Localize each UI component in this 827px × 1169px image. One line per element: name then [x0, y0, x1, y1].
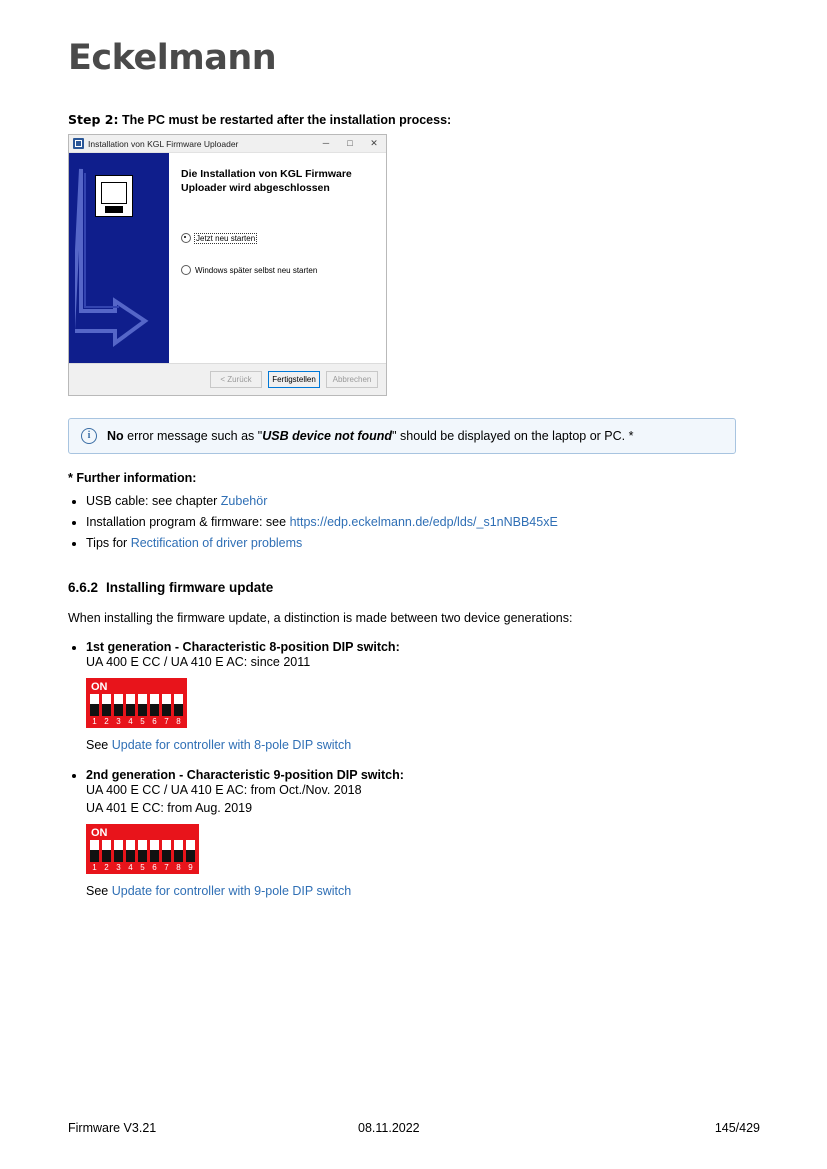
dip-number: 7 [164, 863, 169, 872]
dip-switch [150, 694, 159, 716]
dip-number: 8 [176, 717, 181, 726]
finish-button[interactable]: Fertigstellen [268, 371, 320, 388]
see-reference [86, 738, 760, 752]
link-update-9-pole[interactable]: Update for controller with 9-pole DIP switch [111, 884, 352, 898]
dip-switch [174, 840, 183, 862]
dip-switch [90, 694, 99, 716]
dip-switch [186, 840, 195, 862]
installer-window-title: Installation von KGL Firmware Uploader [88, 138, 239, 149]
radio-icon[interactable] [181, 265, 191, 275]
installer-banner [69, 153, 169, 363]
footer-firmware-version: Firmware V3.21 [68, 1121, 157, 1135]
list-item [86, 513, 760, 531]
generation-list [68, 640, 760, 899]
further-information-title: * Further information: [68, 471, 197, 485]
dip-number: 6 [152, 717, 157, 726]
dip-switch-9-position-image [86, 824, 199, 874]
dip-switch [90, 840, 99, 862]
section-intro-paragraph: When installing the firmware update, a distinction is made between two device generations: [68, 611, 573, 626]
installer-window-screenshot [68, 134, 387, 396]
list-item-text: USB cable: see chapter [86, 494, 221, 508]
generation-subline: UA 401 E CC: from Aug. 2019 [86, 800, 253, 815]
dip-number: 3 [116, 863, 121, 872]
dip-switch [126, 840, 135, 862]
dip-number: 5 [140, 717, 145, 726]
installer-body [69, 153, 386, 363]
dip-number-row [90, 717, 183, 726]
installer-heading: Die Installation von KGL Firmware Uploader wird abgeschlossen [181, 168, 352, 195]
info-note-mid2: " should be displayed on the laptop or PC. * [392, 429, 634, 443]
section-number: 6.6.2 [68, 580, 99, 596]
dip-number: 9 [188, 863, 193, 872]
dip-number: 7 [164, 717, 169, 726]
list-item-text: Installation program & firmware: see [86, 515, 290, 530]
step-label: Step 2: [68, 112, 119, 127]
dip-number: 4 [128, 863, 133, 872]
installer-document-icon [95, 175, 133, 217]
dip-number-row [90, 863, 195, 872]
footer-date: 08.11.2022 [358, 1121, 420, 1135]
installer-app-icon [73, 138, 84, 149]
dip-number: 3 [116, 717, 121, 726]
radio-option-label: Jetzt neu starten [196, 233, 256, 243]
info-note-text [107, 429, 633, 443]
dip-number: 2 [104, 717, 109, 726]
dip-number: 4 [128, 717, 133, 726]
info-note-mid1: error message such as " [123, 429, 263, 443]
company-logo: Eckelmann [68, 38, 277, 78]
further-information-list [68, 492, 760, 552]
info-note-box [68, 418, 736, 454]
dip-on-label: ON [91, 681, 108, 693]
dip-number: 1 [92, 717, 97, 726]
radio-option-restart-now[interactable] [181, 233, 374, 243]
dip-switch [126, 694, 135, 716]
see-prefix: See [86, 738, 112, 752]
dip-number: 2 [104, 863, 109, 872]
installer-titlebar [69, 135, 386, 153]
page-footer [68, 1121, 760, 1135]
link-update-8-pole[interactable]: Update for controller with 8-pole DIP switch [111, 738, 352, 752]
back-button[interactable]: < Zurück [210, 371, 262, 388]
dip-number: 1 [92, 863, 97, 872]
window-controls [314, 135, 386, 152]
generation-title: • 2nd generation - Characteristic 9-position DIP switch: [86, 768, 404, 782]
dip-switch [114, 694, 123, 716]
dip-switch-8-position-image [86, 678, 187, 728]
dip-switch [138, 840, 147, 862]
list-item [86, 640, 760, 753]
dip-on-label: ON [91, 827, 108, 839]
radio-option-label: Windows später selbst neu starten [195, 265, 318, 275]
dip-number: 8 [176, 863, 181, 872]
dip-number: 5 [140, 863, 145, 872]
see-prefix: See [86, 884, 112, 898]
footer-page-number: 145/429 [714, 1121, 760, 1135]
see-reference [86, 884, 760, 898]
dip-switch [114, 840, 123, 862]
link-driver-problems[interactable]: Rectification of driver problems [130, 536, 303, 551]
list-item-text: Tips for [86, 536, 131, 551]
step-text: The PC must be restarted after the installation process: [121, 113, 452, 127]
radio-option-restart-later[interactable] [181, 265, 374, 275]
dip-switch [150, 840, 159, 862]
radio-icon[interactable] [181, 233, 191, 243]
section-heading [68, 580, 760, 595]
dip-switch-row [90, 694, 183, 716]
list-item [86, 534, 760, 552]
section-title: Installing firmware update [106, 580, 274, 596]
dip-number: 6 [152, 863, 157, 872]
minimize-icon[interactable]: ─ [322, 138, 330, 148]
info-icon: i [81, 428, 97, 444]
list-item [86, 492, 760, 510]
close-icon[interactable]: ✕ [370, 138, 378, 148]
cancel-button[interactable]: Abbrechen [326, 371, 378, 388]
installer-footer [69, 363, 386, 395]
dip-switch [162, 840, 171, 862]
dip-switch [174, 694, 183, 716]
info-note-emphasis: USB device not found [262, 429, 393, 443]
generation-title: • 1st generation - Characteristic 8-position DIP switch: [86, 639, 400, 654]
maximize-icon[interactable]: □ [347, 138, 353, 148]
generation-subline: UA 400 E CC / UA 410 E AC: since 2011 [86, 654, 311, 669]
page-content [68, 112, 760, 900]
info-note-prefix: No [107, 429, 124, 443]
dip-switch [138, 694, 147, 716]
list-item [86, 768, 760, 898]
dip-switch [162, 694, 171, 716]
step-heading [68, 112, 760, 127]
installer-panel [169, 153, 386, 363]
dip-switch [102, 840, 111, 862]
dip-switch-row [90, 840, 195, 862]
generation-subline: UA 400 E CC / UA 410 E AC: from Oct./Nov. 2018 [86, 783, 362, 797]
link-zubehoer[interactable]: Zubehör [220, 494, 268, 508]
link-installation-program[interactable]: https://edp.eckelmann.de/edp/lds/_s1nNBB45xE [289, 515, 558, 530]
dip-switch [102, 694, 111, 716]
